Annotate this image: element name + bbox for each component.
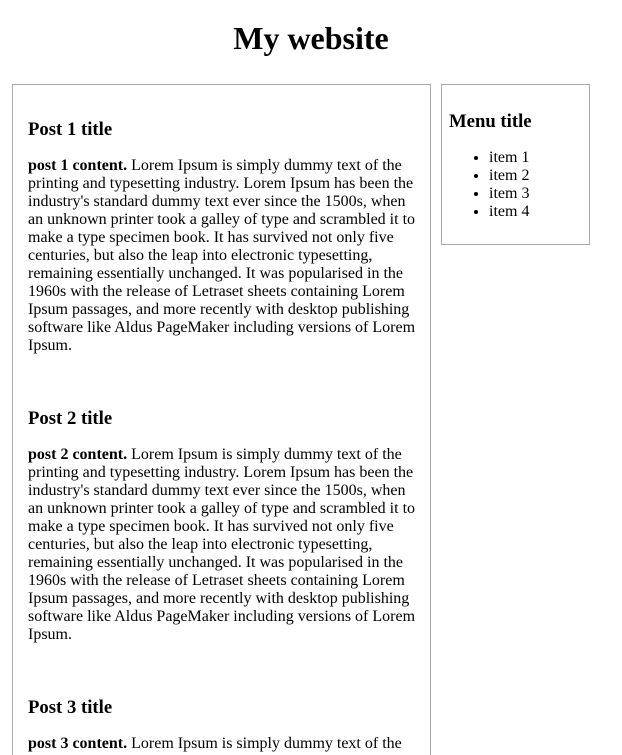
site-title: My website xyxy=(233,20,389,56)
post-text: Lorem Ipsum is simply dummy text of the xyxy=(127,735,402,752)
post-lead: post 1 content. xyxy=(28,157,128,174)
post-text: Lorem Ipsum is simply dummy text of the printing and typesetting industry. Lorem Ipsum has been the industry's standard dummy text ever since the 1500s, when an unknown printer took a galley of type and scrambled it to make a type specimen book. It has survived not only five centuries, but also the leap into electronic typesetting, remaining essentially unchanged. It was popularised in the 1960s with the release of Letraset sheets containing Lorem Ipsum passages, and more recently with desktop publishing software like Aldus PageMaker including versions of Lorem Ipsum. xyxy=(28,446,416,643)
sidebar-menu xyxy=(441,84,590,245)
post-content xyxy=(28,446,417,644)
menu-item[interactable]: • item 4 xyxy=(489,203,581,221)
menu-list xyxy=(449,149,581,221)
post-lead: post 3 content. xyxy=(28,735,128,752)
post-text: Lorem Ipsum is simply dummy text of the printing and typesetting industry. Lorem Ipsum has been the industry's standard dummy text ever since the 1500s, when an unknown printer took a galley of type and scrambled it to make a type specimen book. It has survived not only five centuries, but also the leap into electronic typesetting, remaining essentially unchanged. It was popularised in the 1960s with the release of Letraset sheets containing Lorem Ipsum passages, and more recently with desktop publishing software like Aldus PageMaker including versions of Lorem Ipsum. xyxy=(28,157,416,354)
post-title: Post 2 title xyxy=(28,408,113,429)
post xyxy=(28,119,417,355)
menu-item[interactable]: • item 3 xyxy=(489,185,581,203)
menu-item[interactable]: • item 2 xyxy=(489,167,581,185)
post-title: Post 3 title xyxy=(28,697,113,718)
post xyxy=(28,408,417,644)
post-content xyxy=(28,735,417,753)
posts-container xyxy=(12,84,431,755)
post-title: Post 1 title xyxy=(28,119,113,140)
post-lead: post 2 content. xyxy=(28,446,128,463)
post-content xyxy=(28,157,417,355)
post xyxy=(28,697,417,753)
menu-item[interactable]: • item 1 xyxy=(489,149,581,167)
menu-title: Menu title xyxy=(449,111,532,132)
